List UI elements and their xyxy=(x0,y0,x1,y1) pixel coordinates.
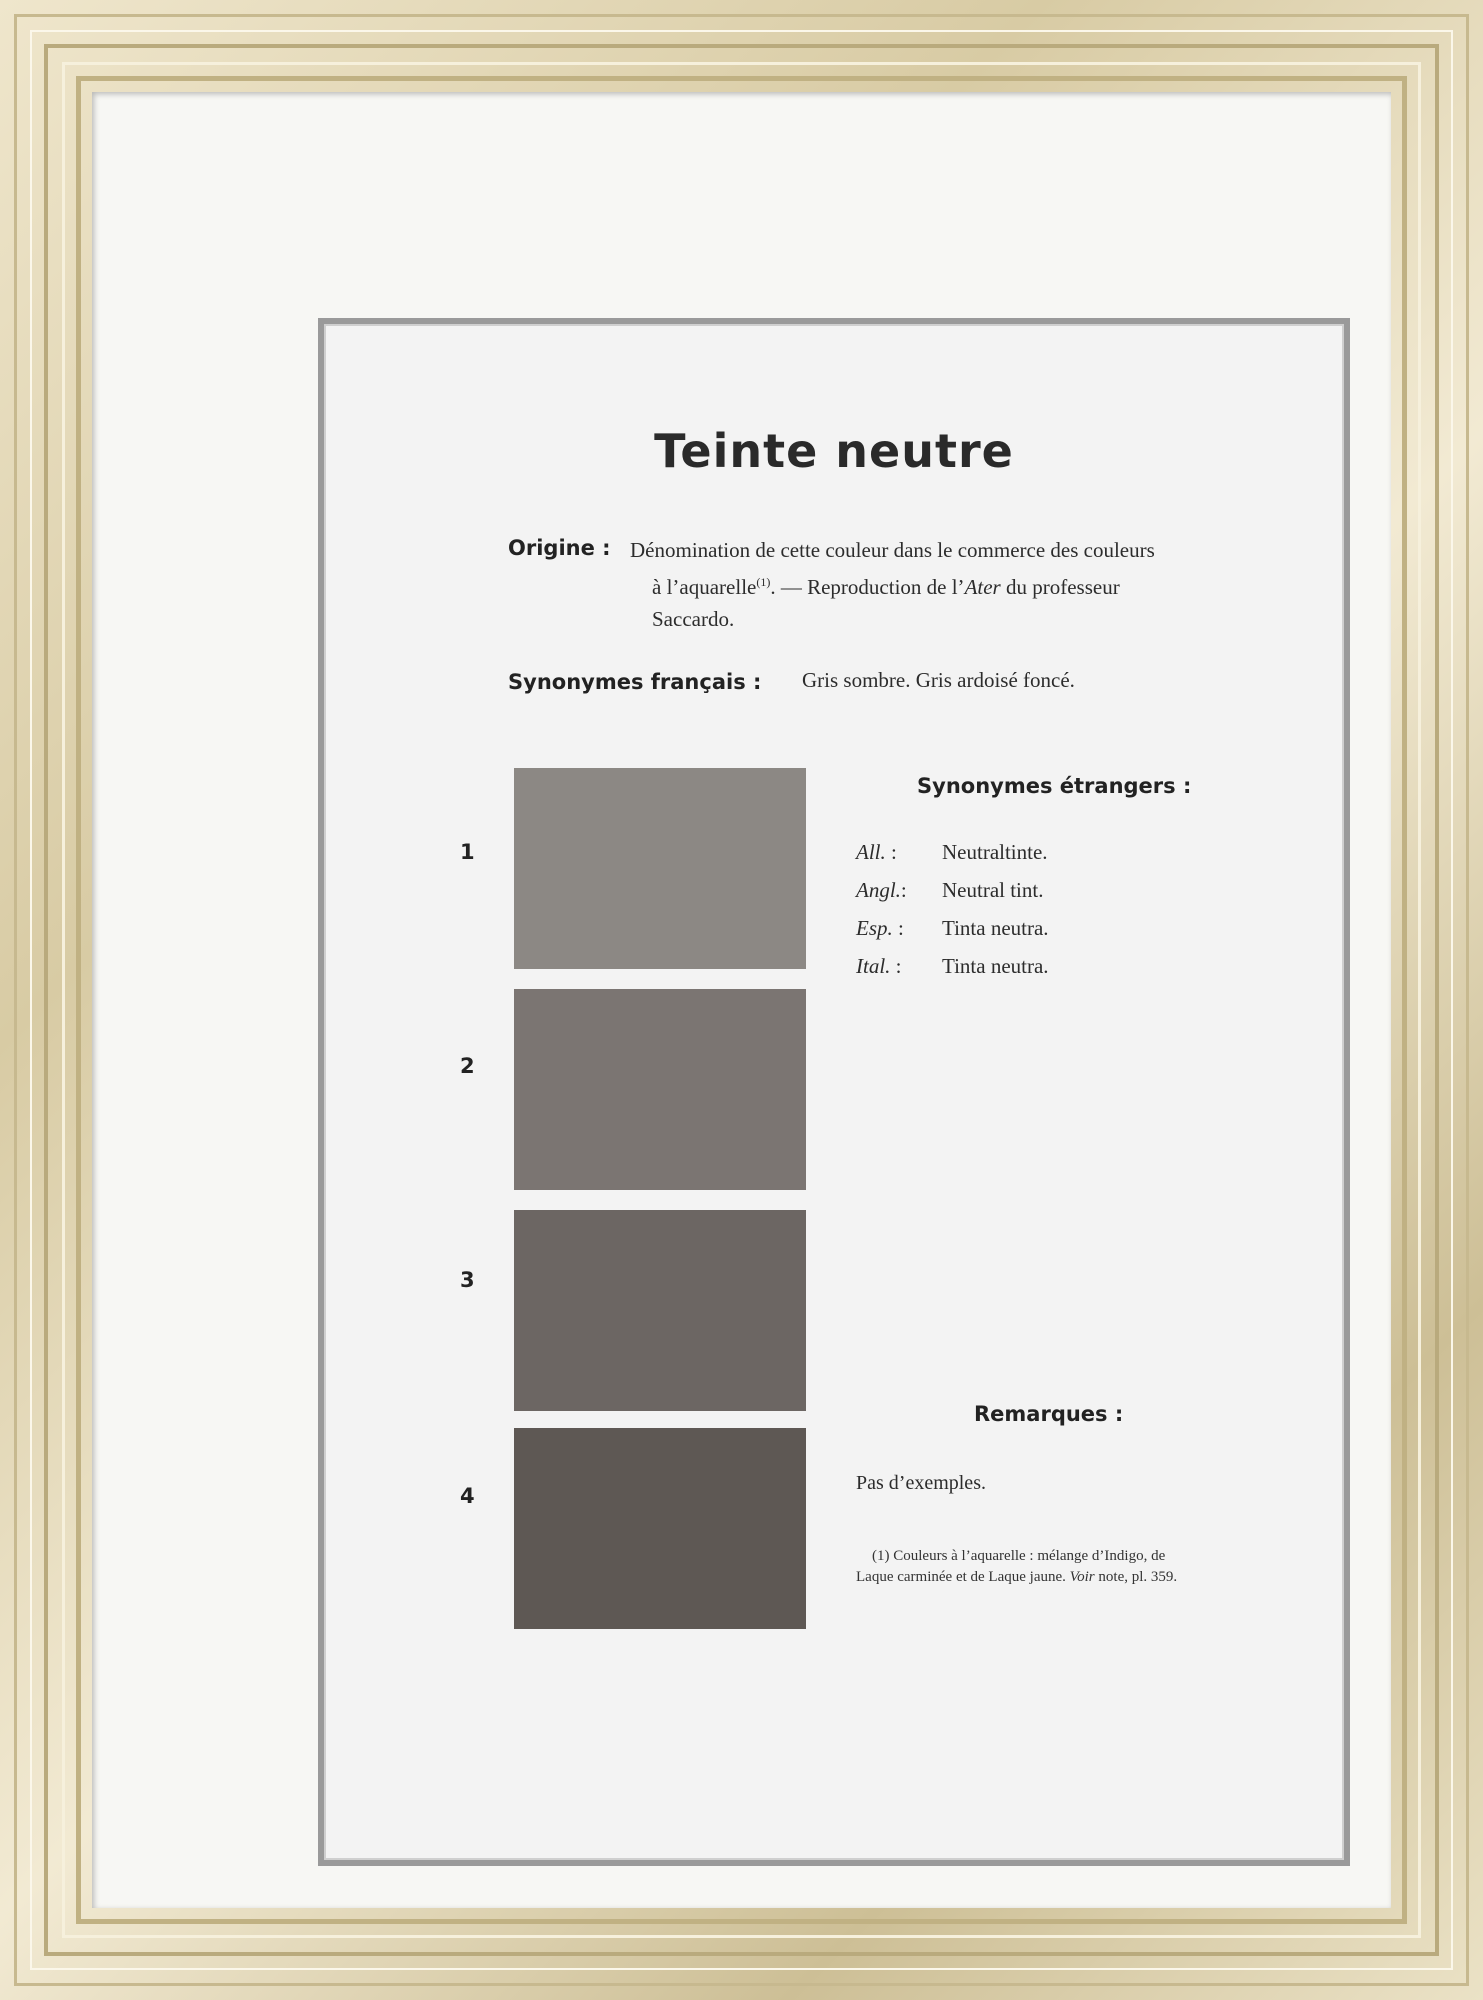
list-item xyxy=(856,840,1049,878)
color-swatch-4 xyxy=(514,1428,806,1629)
origine-text xyxy=(630,534,1256,635)
abbr-colon: : xyxy=(891,840,897,864)
footnote-line-2 xyxy=(856,1569,1177,1585)
abbr-colon: : xyxy=(898,916,904,940)
remarques-label: Remarques : xyxy=(974,1402,1124,1426)
synonymes-etrangers-label: Synonymes étrangers : xyxy=(917,774,1192,798)
origine-label: Origine : xyxy=(508,536,611,560)
list-item xyxy=(856,878,1049,916)
swatch-number: 3 xyxy=(460,1268,475,1292)
synonym-text: Tinta neutra. xyxy=(942,954,1049,978)
synonym-text: Neutraltinte. xyxy=(942,840,1048,864)
mat-board xyxy=(92,92,1391,1908)
footnote-line-2-end: note, pl. 359. xyxy=(1094,1569,1178,1585)
synonymes-francais-text: Gris sombre. Gris ardoisé foncé. xyxy=(802,668,1075,692)
footnote-line-2-start: Laque carminée et de Laque jaune. xyxy=(856,1569,1070,1585)
color-swatch-2 xyxy=(514,989,806,1190)
origine-line-2-mid: . — Reproduction de l’ xyxy=(770,575,965,599)
origine-line-1: Dénomination de cette couleur dans le commerce des couleurs xyxy=(630,538,1155,562)
abbr-colon: : xyxy=(895,954,902,978)
footnote-line-1: (1) Couleurs à l’aquarelle : mélange d’Indigo, de xyxy=(872,1548,1166,1564)
color-swatch-3 xyxy=(514,1210,806,1411)
swatch-number: 4 xyxy=(460,1484,475,1508)
language-abbr xyxy=(856,954,942,992)
list-item xyxy=(856,916,1049,954)
origine-line-2-start: à l’aquarelle xyxy=(652,575,757,599)
synonymes-etrangers-list xyxy=(856,840,1049,992)
remarques-text: Pas d’exemples. xyxy=(856,1472,986,1494)
swatch-number: 2 xyxy=(460,1054,475,1078)
abbr-text: Esp. xyxy=(856,916,893,940)
abbr-colon: : xyxy=(900,878,907,902)
origine-line-2 xyxy=(630,566,1256,603)
origine-line-3: Saccardo. xyxy=(652,607,735,631)
color-swatch-1 xyxy=(514,768,806,969)
language-abbr xyxy=(856,840,942,878)
footnote-italic: Voir xyxy=(1069,1569,1095,1585)
footnote-ref: (1) xyxy=(756,575,771,589)
origine-italic-term: Ater xyxy=(964,575,1001,599)
language-abbr xyxy=(856,916,942,954)
color-plate xyxy=(318,318,1350,1866)
synonym-text: Tinta neutra. xyxy=(942,916,1049,940)
abbr-text: Ital. xyxy=(856,954,891,978)
abbr-text: Angl. xyxy=(856,878,901,902)
origine-line-2-end: du professeur xyxy=(1000,575,1120,599)
abbr-text: All. xyxy=(856,840,886,864)
list-item xyxy=(856,954,1049,992)
page-title: Teinte neutre xyxy=(654,424,1014,478)
language-abbr xyxy=(856,878,942,916)
footnote xyxy=(856,1546,1256,1588)
swatch-number: 1 xyxy=(460,840,475,864)
synonym-text: Neutral tint. xyxy=(942,878,1044,902)
synonymes-francais-label: Synonymes français : xyxy=(508,670,762,694)
